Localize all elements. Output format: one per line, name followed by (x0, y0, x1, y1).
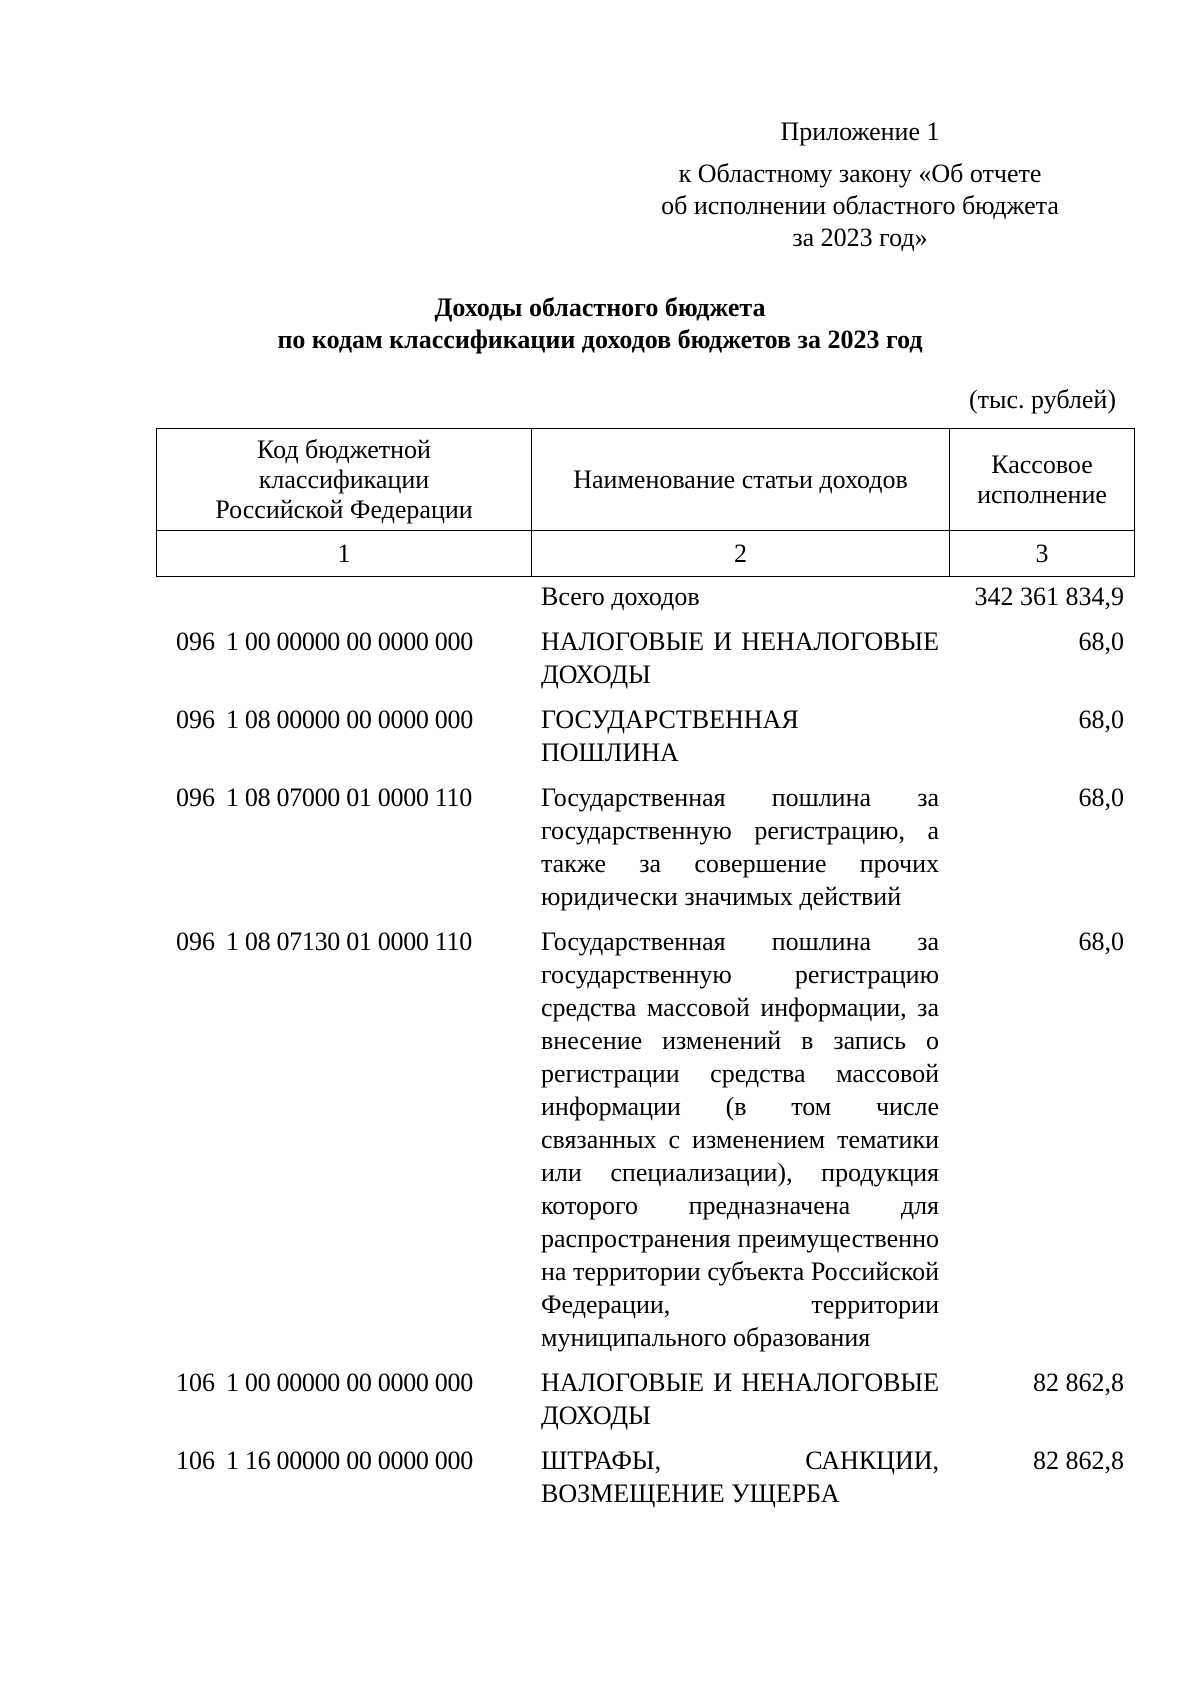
header-code: Код бюджетной классификации Российской Федерации (157, 429, 532, 531)
amount-cell: 68,0 (1078, 705, 1124, 734)
column-number-3: 3 (950, 531, 1135, 577)
table-header (156, 428, 1135, 577)
classification-code-cell (226, 580, 531, 625)
income-name-cell: ГОСУДАРСТВЕННАЯ ПОШЛИНА (541, 705, 799, 767)
table-row (156, 781, 1134, 925)
column-number-2: 2 (532, 531, 950, 577)
table-row (156, 925, 1134, 1366)
classification-code-cell: 1 08 07130 01 0000 110 (226, 927, 472, 956)
table-row (156, 625, 1134, 703)
units-label: (тыс. рублей) (968, 385, 1116, 414)
income-name-cell: НАЛОГОВЫЕ И НЕНАЛОГОВЫЕ ДОХОДЫ (541, 627, 939, 689)
income-name-cell: Государственная пошлина за государственную регистрацию средства массовой информации, за внесение изменений в запись о регистрации средства массовой информации (в том числе связанных с изменением тематики или специализации), продукция которого предназначена для распространения преимущественно на территории субъекта Российской Федерации, территории муниципального образования (541, 927, 939, 1352)
admin-code-cell: 096 (176, 705, 215, 734)
income-name-cell: ШТРАФЫ, САНКЦИИ, ВОЗМЕЩЕНИЕ УЩЕРБА (541, 1446, 939, 1508)
document-title-line: Доходы областного бюджета (434, 293, 766, 322)
classification-code-cell: 1 08 00000 00 0000 000 (226, 705, 473, 734)
amount-cell: 82 862,8 (1033, 1368, 1124, 1397)
admin-code-cell: 096 (176, 927, 215, 956)
column-number-1: 1 (157, 531, 532, 577)
header-amount: Кассовое исполнение (950, 429, 1135, 531)
income-name-cell: Государственная пошлина за государственную регистрацию, а также за совершение прочих юридически значимых действий (541, 783, 939, 911)
table-row (156, 1444, 1134, 1522)
classification-code-cell: 1 08 07000 01 0000 110 (226, 783, 472, 812)
annex-line: к Областному закону «Об отчете (678, 159, 1042, 188)
income-name-cell: Всего доходов (541, 582, 700, 611)
amount-cell: 68,0 (1078, 627, 1124, 656)
table-row (156, 1366, 1134, 1444)
annex-line: за 2023 год» (792, 223, 928, 252)
classification-code-cell: 1 00 00000 00 0000 000 (226, 1368, 473, 1397)
admin-code-cell: 096 (176, 783, 215, 812)
amount-cell: 68,0 (1078, 927, 1124, 956)
amount-cell: 342 361 834,9 (974, 582, 1124, 611)
admin-code-cell: 096 (176, 627, 215, 656)
document-title (0, 292, 1200, 356)
document-title-line: по кодам классификации доходов бюджетов за 2023 год (277, 325, 923, 354)
amount-cell: 68,0 (1078, 783, 1124, 812)
classification-code-cell: 1 16 00000 00 0000 000 (226, 1446, 473, 1475)
admin-code-cell: 106 (176, 1368, 215, 1397)
income-name-cell: НАЛОГОВЫЕ И НЕНАЛОГОВЫЕ ДОХОДЫ (541, 1368, 939, 1430)
classification-code-cell: 1 00 00000 00 0000 000 (226, 627, 473, 656)
income-table (156, 580, 1134, 1522)
header-name: Наименование статьи доходов (532, 429, 950, 531)
amount-cell: 82 862,8 (1033, 1446, 1124, 1475)
annex-title: Приложение 1 (780, 117, 940, 146)
annex-line: об исполнении областного бюджета (661, 191, 1059, 220)
admin-code-cell (156, 580, 226, 625)
annex-reference (640, 158, 1080, 254)
table-row (156, 580, 1134, 625)
admin-code-cell: 106 (176, 1446, 215, 1475)
table-row (156, 703, 1134, 781)
